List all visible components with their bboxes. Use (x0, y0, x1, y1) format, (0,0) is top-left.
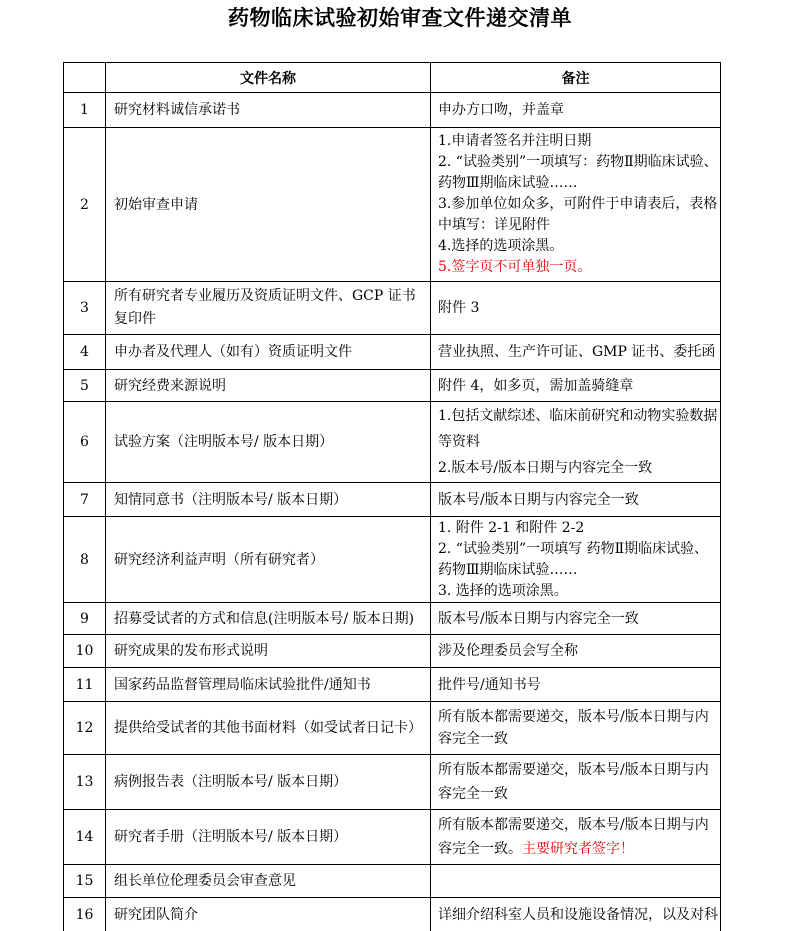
remark-item: 4.选择的选项涂黑。 (438, 238, 564, 254)
remark-item: 营业执照、生产许可证、GMP 证书、委托函 (438, 344, 716, 360)
table-row (64, 517, 721, 603)
remark-item: 2. “试验类别”一项填写：药物Ⅱ期临床试验、药物Ⅲ期临床试验…… (438, 154, 718, 191)
table-row (64, 865, 721, 898)
remark-highlight: 5.签字页不可单独一页。 (438, 259, 592, 275)
remark-item: 3. 选择的选项涂黑。 (438, 582, 568, 599)
remark (431, 282, 721, 335)
header-document-name: 文件名称 (106, 63, 431, 93)
remark (431, 635, 721, 668)
document-name: 研究经济利益声明（所有研究者） (106, 517, 431, 603)
row-number: 8 (64, 517, 106, 603)
row-number: 12 (64, 702, 106, 755)
remark-item: 附件 3 (438, 300, 480, 316)
remark (431, 810, 721, 865)
table-row (64, 702, 721, 755)
document-name: 招募受试者的方式和信息(注明版本号/ 版本日期) (106, 603, 431, 635)
row-number: 15 (64, 865, 106, 898)
remark (431, 370, 721, 402)
remark (431, 755, 721, 810)
table-row (64, 635, 721, 668)
document-name: 研究团队简介 (106, 898, 431, 931)
remark-item: 版本号/版本日期与内容完全一致 (438, 491, 639, 508)
table-row (64, 402, 721, 483)
remark (431, 668, 721, 702)
remark (431, 702, 721, 755)
remark-item: 2. “试验类别”一项填写 药物Ⅱ期临床试验、药物Ⅲ期临床试验…… (438, 540, 709, 578)
row-number: 16 (64, 898, 106, 931)
remark-highlight: 主要研究者签字！ (522, 841, 634, 857)
row-number: 9 (64, 603, 106, 635)
document-name: 研究成果的发布形式说明 (106, 635, 431, 668)
remark (431, 483, 721, 517)
document-name: 研究者手册（注明版本号/ 版本日期） (106, 810, 431, 865)
remark-item: 批件号/通知书号 (438, 676, 541, 693)
document-name: 申办者及代理人（如有）资质证明文件 (106, 335, 431, 370)
row-number: 5 (64, 370, 106, 402)
table-row (64, 898, 721, 931)
header-number-cell (64, 63, 106, 93)
document-name: 国家药品监督管理局临床试验批件/通知书 (106, 668, 431, 702)
table-row (64, 755, 721, 810)
table-row (64, 128, 721, 282)
remark (431, 517, 721, 603)
document-name: 所有研究者专业履历及资质证明文件、GCP 证书复印件 (106, 282, 431, 335)
remark (431, 128, 721, 282)
row-number: 11 (64, 668, 106, 702)
remark (431, 898, 721, 931)
remark (431, 865, 721, 898)
remark-item: 所有版本都需要递交，版本号/版本日期与内容完全一致 (438, 709, 709, 747)
remark (431, 402, 721, 483)
table-header-row (64, 63, 721, 93)
remark-item: 附件 4，如多页，需加盖骑缝章 (438, 377, 634, 394)
row-number: 7 (64, 483, 106, 517)
row-number: 6 (64, 402, 106, 483)
remark-item: 版本号/版本日期与内容完全一致 (438, 610, 639, 627)
remark-item: 1.包括文献综述、临床前研究和动物实验数据等资料 (438, 408, 718, 450)
document-name: 提供给受试者的其他书面材料（如受试者日记卡） (106, 702, 431, 755)
table-row (64, 810, 721, 865)
remark (431, 335, 721, 370)
row-number: 4 (64, 335, 106, 370)
document-name: 研究经费来源说明 (106, 370, 431, 402)
table-row (64, 335, 721, 370)
row-number: 13 (64, 755, 106, 810)
remark-item: 涉及伦理委员会写全称 (438, 643, 578, 659)
document-name: 研究材料诚信承诺书 (106, 93, 431, 128)
row-number: 10 (64, 635, 106, 668)
remark-text: 所有版本都需要递交，版本号/版本日期与内容完全一致。 (438, 817, 709, 857)
row-number: 2 (64, 128, 106, 282)
document-name: 初始审查申请 (106, 128, 431, 282)
remark-item: 1. 附件 2-1 和附件 2-2 (438, 519, 585, 536)
page-title: 药物临床试验初始审查文件递交清单 (228, 5, 572, 30)
document-name: 试验方案（注明版本号/ 版本日期） (106, 402, 431, 483)
table-row (64, 93, 721, 128)
table-row (64, 603, 721, 635)
table-row (64, 483, 721, 517)
table-row (64, 370, 721, 402)
remark-item: 3.参加单位如众多，可附件于申请表后，表格中填写：详见附件 (438, 196, 718, 233)
remark-item: 所有版本都需要递交，版本号/版本日期与内容完全一致 (438, 762, 709, 802)
document-name: 组长单位伦理委员会审查意见 (106, 865, 431, 898)
remark-item (438, 813, 719, 861)
document-name: 知情同意书（注明版本号/ 版本日期） (106, 483, 431, 517)
remark-item: 详细介绍科室人员和设施设备情况，以及对科 (438, 906, 718, 923)
document-name: 病例报告表（注明版本号/ 版本日期） (106, 755, 431, 810)
remark (431, 603, 721, 635)
row-number: 14 (64, 810, 106, 865)
table-row (64, 282, 721, 335)
header-remark: 备注 (431, 63, 721, 93)
submission-checklist-table (63, 62, 721, 931)
remark-item: 1.申请者签名并注明日期 (438, 133, 592, 149)
remark-item: 申办方口吻，并盖章 (438, 102, 564, 118)
remark (431, 93, 721, 128)
row-number: 1 (64, 93, 106, 128)
table-row (64, 668, 721, 702)
row-number: 3 (64, 282, 106, 335)
remark-item: 2.版本号/版本日期与内容完全一致 (438, 460, 653, 476)
